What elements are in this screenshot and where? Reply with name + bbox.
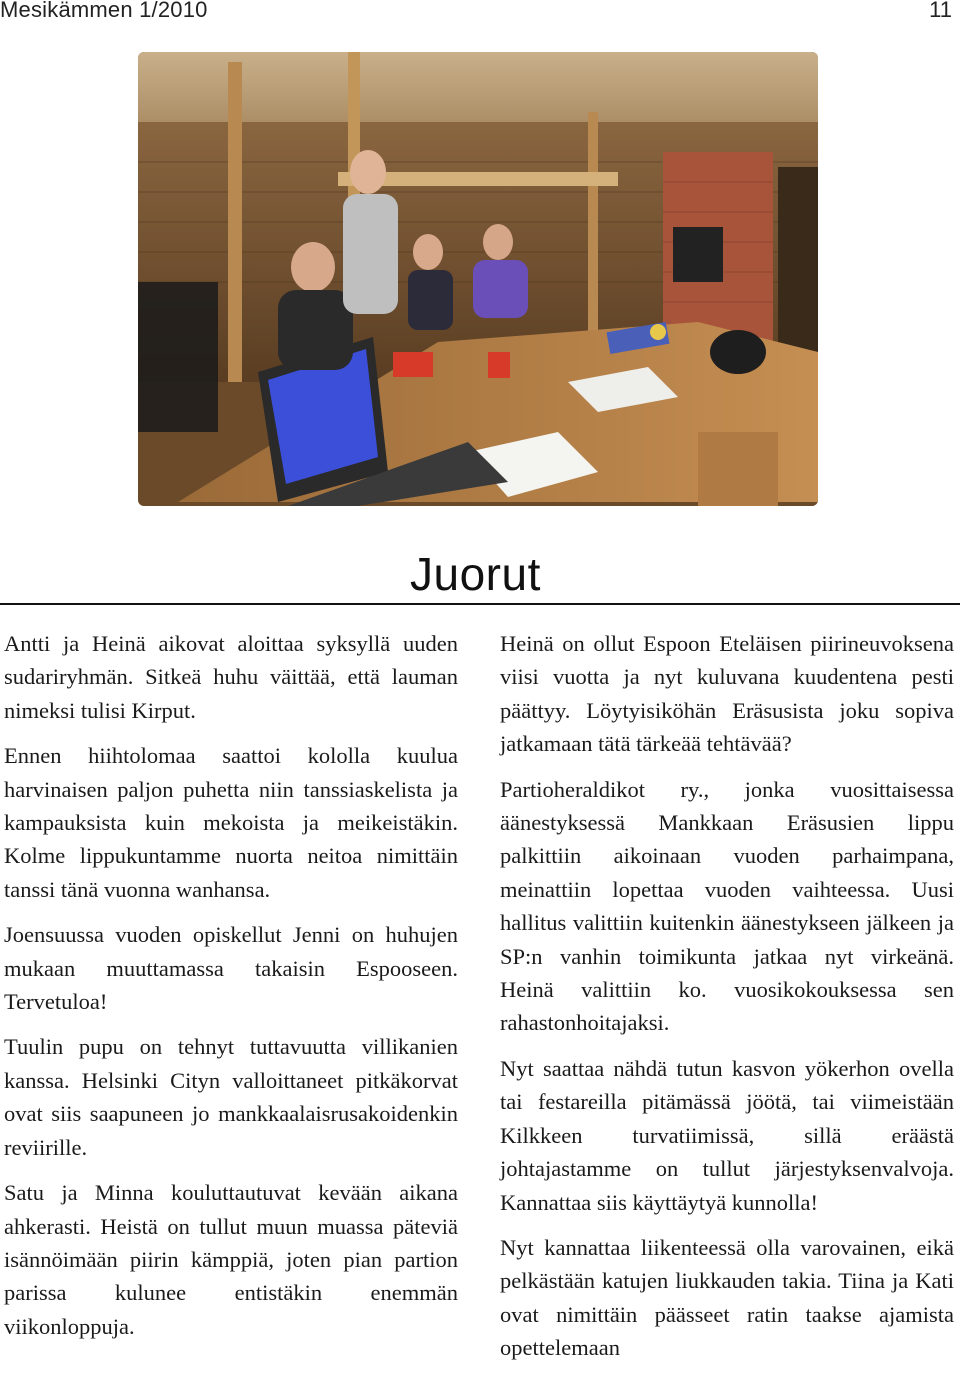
section-divider: [0, 603, 960, 605]
paragraph: Tuulin pupu on tehnyt tuttavuutta villikanien kanssa. Helsinki Cityn valloittaneet pitkäkorvat ovat siis saapuneen jo mankkaalaisrusakoidenkin reviirille.: [4, 1034, 458, 1160]
paragraph: Heinä on ollut Espoon Eteläisen piirineuvoksena viisi vuotta ja nyt kuluvana kuudentena pesti päättyy. Löytyisiköhän Eräsusista joku sopiva jatkamaan tätä tärkeää tehtävää?: [500, 631, 954, 757]
article-photo: [138, 52, 818, 506]
paragraph: Joensuussa vuoden opiskellut Jenni on huhujen mukaan muuttamassa takaisin Espooseen. Tervetuloa!: [4, 922, 458, 1015]
paragraph: Nyt kannattaa liikenteessä olla varovainen, eikä pelkästään katujen liukkauden takia. Tiina ja Kati ovat nimittäin päässeet ratin taakse ajamista opettelemaan: [500, 1234, 954, 1361]
section-title: Juorut: [410, 548, 541, 600]
right-column: [500, 627, 954, 1377]
paragraph: Ennen hiihtolomaa saattoi kololla kuulua harvinaisen paljon puhetta niin tanssiaskelista ja kampauksista kuin mekoista ja meikeistäkin. Kolme lippukuntamme nuorta neitoa nimittäin tanssi tänä vuonna wanhansa.: [4, 743, 458, 902]
left-column: [4, 627, 458, 1355]
paragraph: Nyt saattaa nähdä tutun kasvon yökerhon ovella tai festareilla pitämässä jöötä, tai viimeistään Kilkkeen turvatiimissä, sillä eräästä johtajastamme on tullut järjestyksenvalvoja. Kannattaa siis käyttäytyä kunnolla!: [500, 1055, 954, 1215]
paragraph: Partioheraldikot ry., jonka vuosittaisessa äänestyksessä Mankkaan Eräsusien lippu palkittiin aikoinaan vuoden parhaimpana, meinattiin lopettaa vuoden vaihteessa. Uusi hallitus valittiin kuitenkin äänestykseen jälkeen ja SP:n vanhin toimikunta jatkaa nyt virkeänä. Heinä valittiin ko. vuosikokouksessa sen rahastonhoitajaksi.: [500, 776, 954, 1036]
page-number: 11: [929, 0, 952, 22]
paragraph: Antti ja Heinä aikovat aloittaa syksyllä uuden sudariryhmän. Sitkeä huhu väittää, että lauman nimeksi tulisi Kirput.: [4, 631, 458, 723]
photo-illustration: [138, 52, 818, 506]
paragraph: Satu ja Minna kouluttautuvat kevään aikana ahkerasti. Heistä on tullut muun muassa päteviä isännöimään piirin kämppiä, joten pian partion parissa kulunee entistäkin enemmän viikonloppuja.: [4, 1180, 458, 1339]
publication-title: Mesikämmen 1/2010: [0, 0, 208, 22]
